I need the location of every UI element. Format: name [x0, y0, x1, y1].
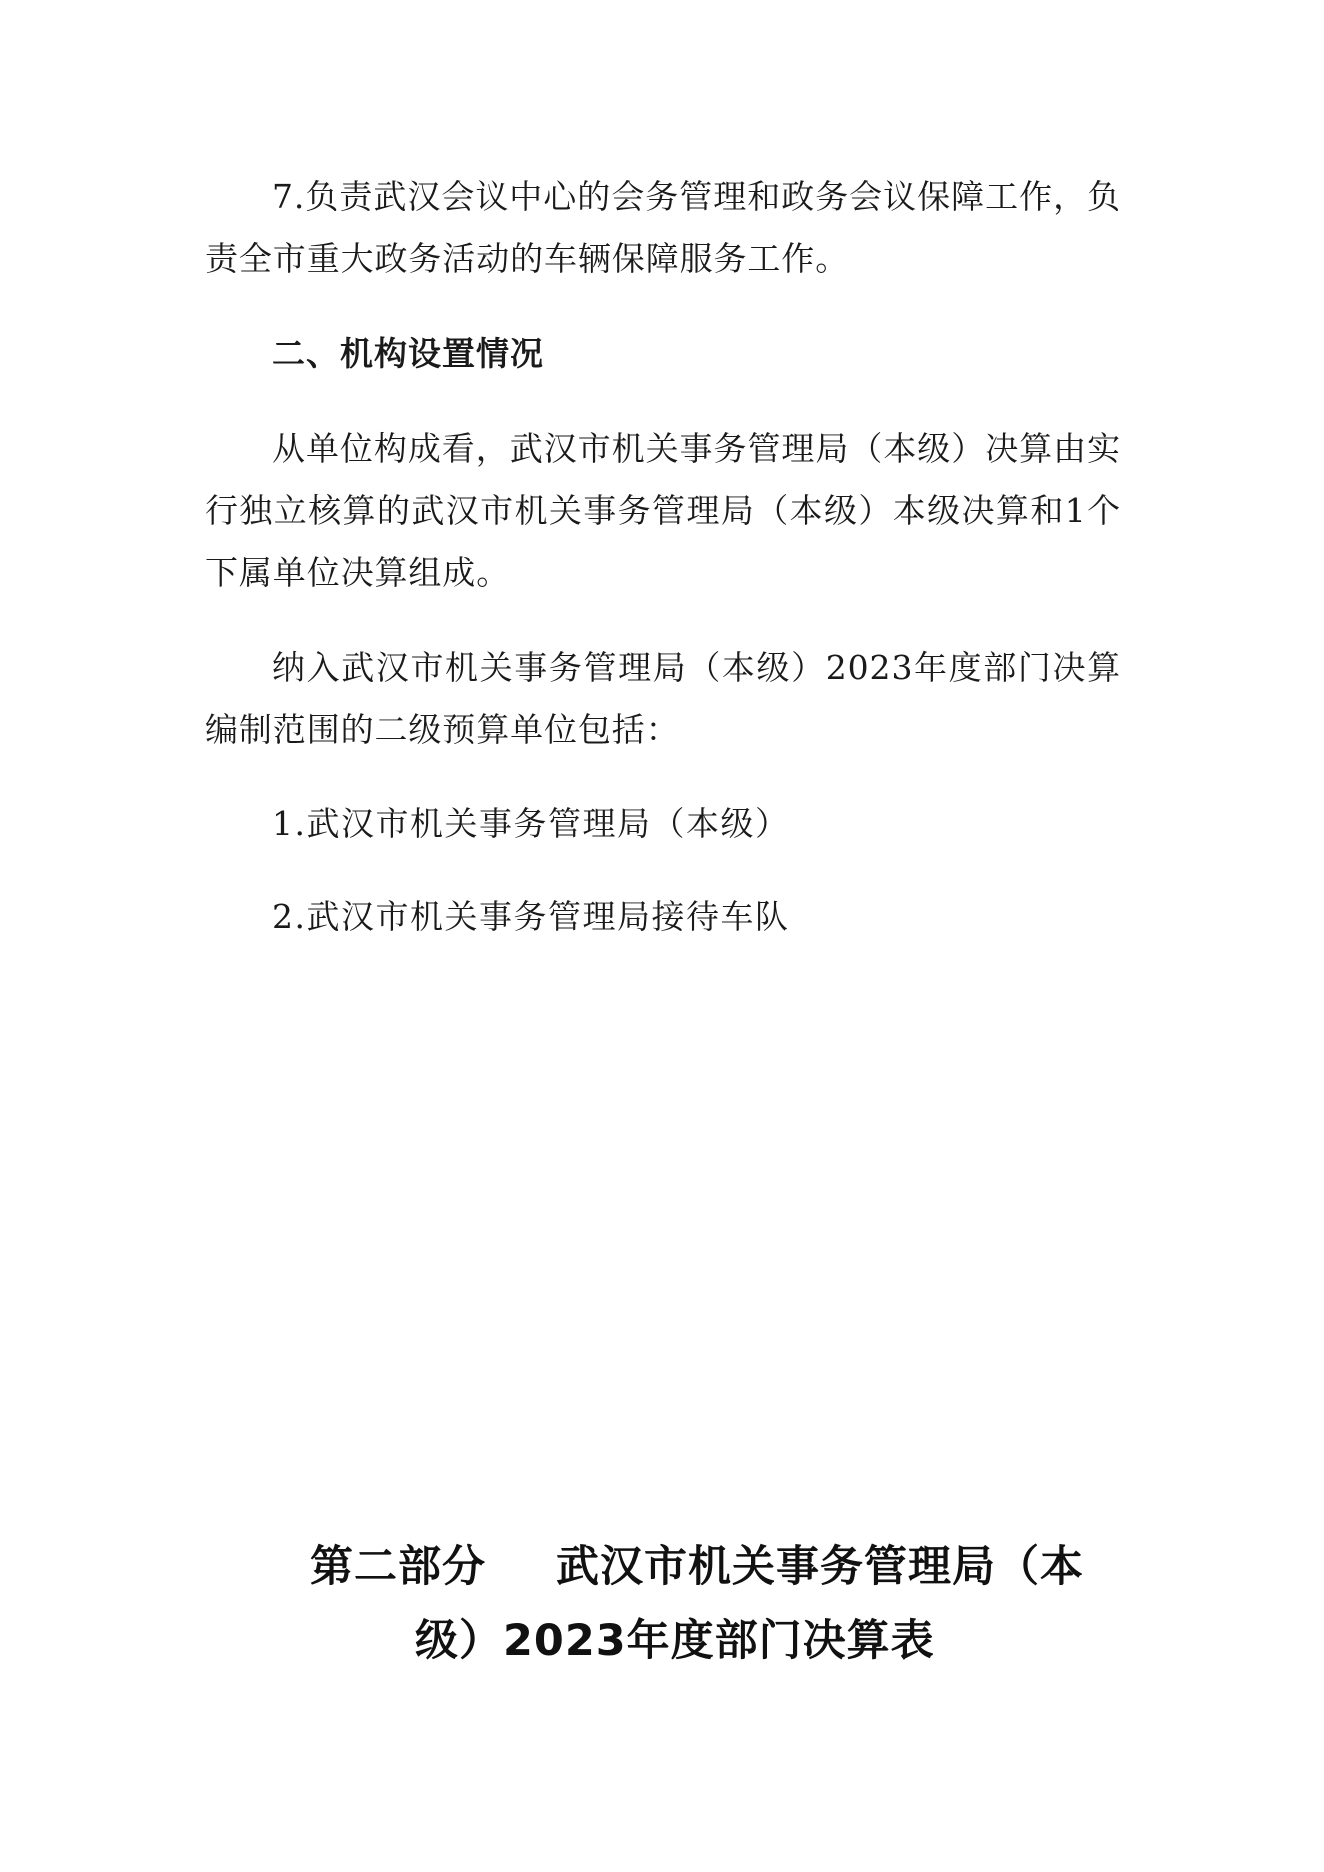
part-title-line-1-text: 武汉市机关事务管理局（本	[556, 1542, 1084, 1592]
unit-list-item-2: 2.武汉市机关事务管理局接待车队	[272, 897, 790, 936]
part-title-line-1	[205, 1530, 1135, 1604]
part-two-title	[205, 1530, 1135, 1678]
composition-paragraph: 从单位构成看，武汉市机关事务管理局（本级）决算由实行独立核算的武汉市机关事务管理局（本级）本级决算和1个下属单位决算组成。	[205, 429, 1121, 592]
duty-7-paragraph: 7.负责武汉会议中心的会务管理和政务会议保障工作，负责全市重大政务活动的车辆保障服务工作。	[205, 177, 1121, 278]
scope-paragraph: 纳入武汉市机关事务管理局（本级）2023年度部门决算编制范围的二级预算单位包括：	[205, 648, 1121, 749]
part-title-prefix: 第二部分	[310, 1542, 486, 1592]
part-title-line-2: 级）2023年度部门决算表	[415, 1616, 935, 1666]
section-heading-organization: 二、机构设置情况	[272, 334, 544, 373]
unit-list-item-1: 1.武汉市机关事务管理局（本级）	[272, 804, 790, 843]
